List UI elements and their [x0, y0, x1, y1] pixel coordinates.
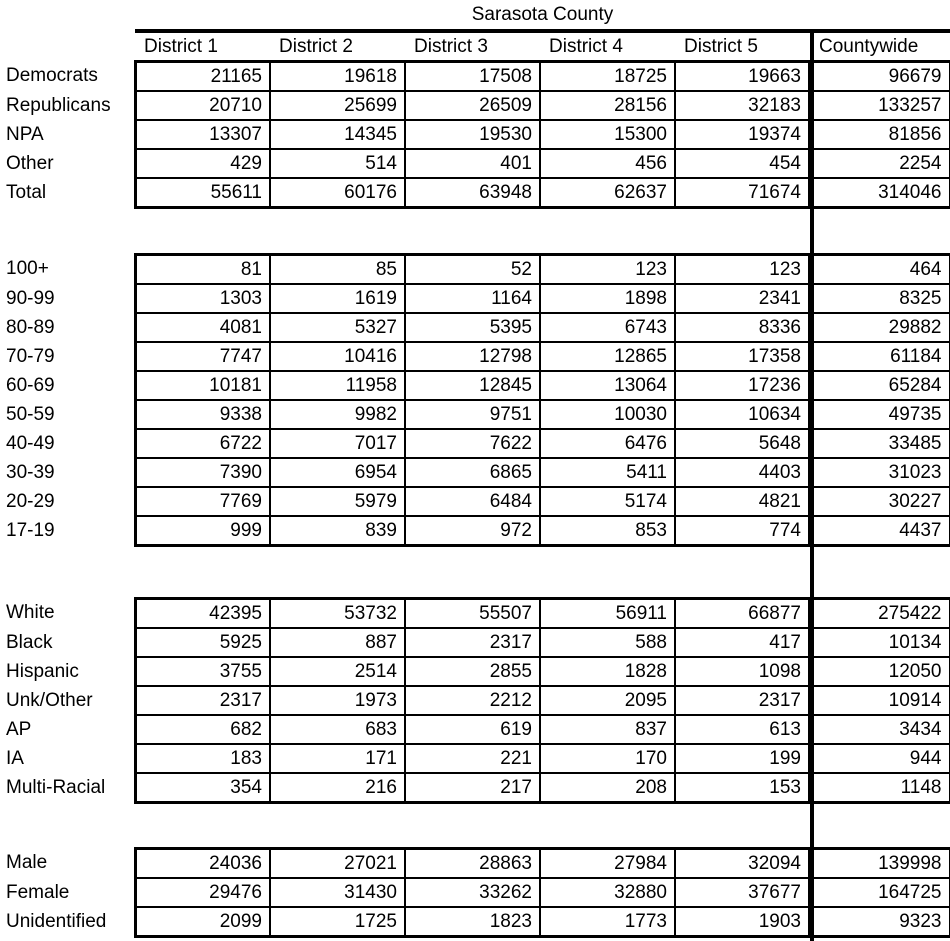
data-cell: 7747: [135, 342, 270, 371]
data-cell: 944: [810, 744, 950, 773]
data-cell: 29882: [810, 313, 950, 342]
data-cell: 183: [135, 744, 270, 773]
data-cell: 42395: [135, 599, 270, 629]
row-label: 30-39: [6, 461, 55, 483]
data-cell: 8325: [810, 284, 950, 313]
row-label: 100+: [6, 258, 49, 280]
data-cell: 1898: [540, 284, 675, 313]
data-cell: 19374: [675, 120, 810, 149]
data-cell: 37677: [675, 878, 810, 907]
gender-table: [0, 847, 950, 938]
data-cell: 3434: [810, 715, 950, 744]
data-cell: 62637: [540, 178, 675, 208]
data-cell: 6743: [540, 313, 675, 342]
data-cell: 1725: [270, 907, 405, 937]
data-cell: 4437: [810, 516, 950, 546]
data-cell: 164725: [810, 878, 950, 907]
data-cell: 7622: [405, 429, 540, 458]
data-cell: 14345: [270, 120, 405, 149]
table-row: [0, 686, 950, 715]
data-cell: 837: [540, 715, 675, 744]
party-registration-table: [0, 60, 950, 209]
data-cell: 55507: [405, 599, 540, 629]
table-row: [0, 400, 950, 429]
data-cell: 999: [135, 516, 270, 546]
data-cell: 17236: [675, 371, 810, 400]
data-cell: 1823: [405, 907, 540, 937]
data-cell: 221: [405, 744, 540, 773]
table-row: [0, 178, 950, 208]
data-cell: 2855: [405, 657, 540, 686]
table-row: [0, 91, 950, 120]
data-cell: 5648: [675, 429, 810, 458]
row-label: NPA: [6, 123, 44, 145]
data-cell: 6865: [405, 458, 540, 487]
data-cell: 10134: [810, 628, 950, 657]
data-cell: 514: [270, 149, 405, 178]
data-cell: 24036: [135, 849, 270, 879]
data-cell: 5411: [540, 458, 675, 487]
data-cell: 10030: [540, 400, 675, 429]
data-cell: 170: [540, 744, 675, 773]
data-cell: 4821: [675, 487, 810, 516]
data-cell: 17358: [675, 342, 810, 371]
row-label: Female: [6, 881, 70, 903]
data-cell: 123: [675, 255, 810, 285]
row-label: Total: [6, 181, 47, 203]
row-label: 17-19: [6, 519, 55, 541]
data-cell: 133257: [810, 91, 950, 120]
data-cell: 2514: [270, 657, 405, 686]
data-cell: 682: [135, 715, 270, 744]
race-grid: [0, 597, 950, 804]
data-cell: 839: [270, 516, 405, 546]
row-label: Democrats: [6, 65, 98, 87]
table-row: [0, 313, 950, 342]
data-cell: 12798: [405, 342, 540, 371]
data-cell: 6484: [405, 487, 540, 516]
data-cell: 454: [675, 149, 810, 178]
table-row: [0, 458, 950, 487]
data-cell: 60176: [270, 178, 405, 208]
table-row: [0, 342, 950, 371]
data-cell: 10416: [270, 342, 405, 371]
data-cell: 2212: [405, 686, 540, 715]
data-cell: 683: [270, 715, 405, 744]
data-cell: 10634: [675, 400, 810, 429]
data-cell: 5925: [135, 628, 270, 657]
data-cell: 85: [270, 255, 405, 285]
data-cell: 123: [540, 255, 675, 285]
data-cell: 25699: [270, 91, 405, 120]
data-cell: 81856: [810, 120, 950, 149]
data-cell: 5174: [540, 487, 675, 516]
row-label: IA: [6, 747, 24, 769]
data-cell: 6476: [540, 429, 675, 458]
table-row: [0, 744, 950, 773]
data-cell: 28156: [540, 91, 675, 120]
data-cell: 2341: [675, 284, 810, 313]
data-cell: 1098: [675, 657, 810, 686]
data-cell: 13064: [540, 371, 675, 400]
row-label: Unidentified: [6, 910, 107, 932]
row-label-column-spacer: [0, 34, 135, 60]
row-label: AP: [6, 718, 32, 740]
data-cell: 1773: [540, 907, 675, 937]
data-cell: 429: [135, 149, 270, 178]
data-cell: 619: [405, 715, 540, 744]
row-label: 40-49: [6, 432, 55, 454]
data-cell: 3755: [135, 657, 270, 686]
table-row: [0, 773, 950, 803]
data-cell: 887: [270, 628, 405, 657]
data-cell: 10914: [810, 686, 950, 715]
data-cell: 30227: [810, 487, 950, 516]
data-cell: 66877: [675, 599, 810, 629]
data-cell: 19663: [675, 62, 810, 92]
data-cell: 32094: [675, 849, 810, 879]
row-label: Multi-Racial: [6, 776, 106, 798]
row-label: Hispanic: [6, 660, 79, 682]
data-cell: 2099: [135, 907, 270, 937]
data-cell: 31430: [270, 878, 405, 907]
data-cell: 26509: [405, 91, 540, 120]
data-cell: 29476: [135, 878, 270, 907]
table-row: [0, 907, 950, 937]
data-cell: 7390: [135, 458, 270, 487]
data-cell: 5327: [270, 313, 405, 342]
data-cell: 15300: [540, 120, 675, 149]
table-row: [0, 516, 950, 546]
column-headers: [0, 34, 950, 60]
data-cell: 31023: [810, 458, 950, 487]
data-cell: 139998: [810, 849, 950, 879]
row-label: Unk/Other: [6, 689, 93, 711]
data-cell: 972: [405, 516, 540, 546]
data-cell: 52: [405, 255, 540, 285]
data-cell: 401: [405, 149, 540, 178]
data-cell: 2317: [675, 686, 810, 715]
data-cell: 1903: [675, 907, 810, 937]
table-row: [0, 429, 950, 458]
data-cell: 1973: [270, 686, 405, 715]
table-row: [0, 255, 950, 285]
data-cell: 9982: [270, 400, 405, 429]
row-label: Republicans: [6, 94, 111, 116]
data-cell: 11958: [270, 371, 405, 400]
data-cell: 171: [270, 744, 405, 773]
data-cell: 12865: [540, 342, 675, 371]
table-row: [0, 149, 950, 178]
data-cell: 199: [675, 744, 810, 773]
data-cell: 20710: [135, 91, 270, 120]
table-row: [0, 120, 950, 149]
data-cell: 27984: [540, 849, 675, 879]
row-label: 20-29: [6, 490, 55, 512]
data-cell: 12050: [810, 657, 950, 686]
data-cell: 81: [135, 255, 270, 285]
data-cell: 33262: [405, 878, 540, 907]
data-cell: 464: [810, 255, 950, 285]
data-cell: 19618: [270, 62, 405, 92]
data-cell: 65284: [810, 371, 950, 400]
data-cell: 853: [540, 516, 675, 546]
data-cell: 61184: [810, 342, 950, 371]
table-row: [0, 628, 950, 657]
data-cell: 613: [675, 715, 810, 744]
row-label: Black: [6, 631, 53, 653]
row-label: 90-99: [6, 287, 55, 309]
data-cell: 2254: [810, 149, 950, 178]
data-cell: 32183: [675, 91, 810, 120]
table-row: [0, 599, 950, 629]
data-cell: 17508: [405, 62, 540, 92]
row-label: White: [6, 602, 55, 624]
table-row: [0, 657, 950, 686]
data-cell: 1303: [135, 284, 270, 313]
data-cell: 27021: [270, 849, 405, 879]
data-cell: 9323: [810, 907, 950, 937]
column-header-countywide: Countywide: [819, 36, 919, 57]
countywide-divider-line: [810, 29, 814, 941]
data-cell: 5979: [270, 487, 405, 516]
column-header-district-1: District 1: [144, 36, 218, 57]
table-row: [0, 284, 950, 313]
row-label: Male: [6, 852, 48, 874]
age-groups-table: [0, 253, 950, 547]
data-cell: 2317: [135, 686, 270, 715]
data-cell: 7017: [270, 429, 405, 458]
data-cell: 55611: [135, 178, 270, 208]
data-cell: 588: [540, 628, 675, 657]
data-cell: 1164: [405, 284, 540, 313]
data-cell: 12845: [405, 371, 540, 400]
data-cell: 314046: [810, 178, 950, 208]
data-cell: 7769: [135, 487, 270, 516]
data-cell: 217: [405, 773, 540, 803]
data-cell: 71674: [675, 178, 810, 208]
data-cell: 10181: [135, 371, 270, 400]
data-cell: 774: [675, 516, 810, 546]
data-cell: 2317: [405, 628, 540, 657]
data-cell: 1828: [540, 657, 675, 686]
data-cell: 96679: [810, 62, 950, 92]
party-registration-grid: [0, 60, 950, 209]
data-cell: 13307: [135, 120, 270, 149]
data-cell: 56911: [540, 599, 675, 629]
row-label: 60-69: [6, 374, 55, 396]
row-label: Other: [6, 152, 54, 174]
data-cell: 63948: [405, 178, 540, 208]
data-cell: 8336: [675, 313, 810, 342]
row-label: 70-79: [6, 345, 55, 367]
data-cell: 49735: [810, 400, 950, 429]
row-label: 50-59: [6, 403, 55, 425]
data-cell: 417: [675, 628, 810, 657]
data-cell: 18725: [540, 62, 675, 92]
data-cell: 5395: [405, 313, 540, 342]
table-row: [0, 878, 950, 907]
column-header-district-3: District 3: [414, 36, 488, 57]
data-cell: 153: [675, 773, 810, 803]
table-title: Sarasota County: [471, 4, 614, 25]
row-label: 80-89: [6, 316, 55, 338]
data-cell: 21165: [135, 62, 270, 92]
data-cell: 6722: [135, 429, 270, 458]
data-cell: 19530: [405, 120, 540, 149]
table-top-border: [135, 29, 950, 33]
data-cell: 32880: [540, 878, 675, 907]
data-cell: 2095: [540, 686, 675, 715]
data-cell: 6954: [270, 458, 405, 487]
data-cell: 1619: [270, 284, 405, 313]
table-row: [0, 715, 950, 744]
column-header-district-4: District 4: [549, 36, 623, 57]
data-cell: 354: [135, 773, 270, 803]
age-groups-grid: [0, 253, 950, 547]
table-row: [0, 849, 950, 879]
data-cell: 208: [540, 773, 675, 803]
race-table: [0, 597, 950, 804]
data-cell: 216: [270, 773, 405, 803]
table-row: [0, 371, 950, 400]
gender-grid: [0, 847, 950, 938]
data-cell: 4403: [675, 458, 810, 487]
column-header-district-2: District 2: [279, 36, 353, 57]
data-cell: 33485: [810, 429, 950, 458]
data-cell: 9338: [135, 400, 270, 429]
data-cell: 4081: [135, 313, 270, 342]
data-cell: 9751: [405, 400, 540, 429]
column-header-district-5: District 5: [684, 36, 758, 57]
data-cell: 1148: [810, 773, 950, 803]
data-cell: 53732: [270, 599, 405, 629]
table-row: [0, 62, 950, 92]
table-row: [0, 487, 950, 516]
data-cell: 456: [540, 149, 675, 178]
data-cell: 28863: [405, 849, 540, 879]
data-cell: 275422: [810, 599, 950, 629]
